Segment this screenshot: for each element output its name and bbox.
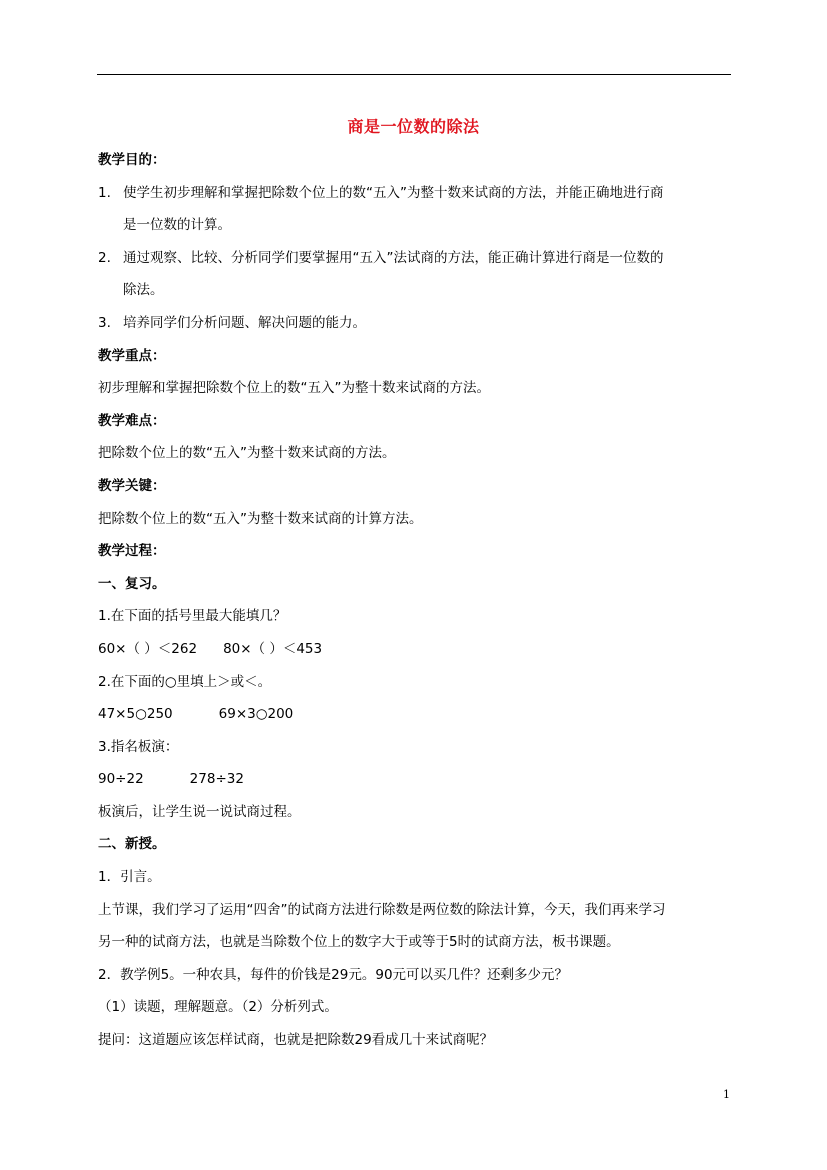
- exercise: 69×3○200: [218, 706, 294, 723]
- objective-item-2: [98, 248, 732, 281]
- review-question-1: 1.在下面的括号里最大能填几？: [98, 608, 287, 625]
- key-heading: 教学关键：: [98, 477, 166, 494]
- objective-item-2-cont: 除法。: [123, 282, 164, 299]
- new-lesson-intro-line-2: 另一种的试商方法，也就是当除数个位上的数字大于或等于5时的试商方法，板书课题。: [98, 934, 620, 951]
- review-question-1-exercises: [98, 639, 732, 672]
- review-question-2-exercises: [98, 704, 732, 737]
- objective-text: 通过观察、比较、分析同学们要掌握用“五入”法试商的方法，能正确计算进行商是一位数的: [123, 249, 664, 266]
- objective-number: 3.: [98, 314, 111, 331]
- page-number: 1: [723, 1088, 730, 1101]
- review-after: 板演后，让学生说一说试商过程。: [98, 803, 301, 820]
- review-question-2: 2.在下面的○里填上＞或＜。: [98, 673, 272, 690]
- exercise: 60×（ ）＜262: [98, 640, 198, 657]
- new-lesson-question: 提问：这道题应该怎样试商，也就是把除数29看成几十来试商呢？: [98, 1032, 494, 1049]
- review-question-3-exercises: [98, 769, 732, 802]
- new-lesson-intro-line-1: 上节课，我们学习了运用“四舍”的试商方法进行除数是两位数的除法计算，今天，我们再来学习: [98, 901, 666, 918]
- objectives-heading: 教学目的：: [98, 152, 166, 168]
- objective-number: 1.: [98, 184, 111, 201]
- new-lesson-intro: 1．引言。: [98, 869, 161, 886]
- objective-text: 使学生初步理解和掌握把除数个位上的数“五入”为整十数来试商的方法，并能正确地进行商: [123, 184, 664, 201]
- exercise: 80×（ ）＜453: [223, 640, 323, 657]
- new-lesson-example: 2．教学例5。一种农具，每件的价钱是29元。90元可以买几件？还剩多少元？: [98, 966, 569, 983]
- exercise: 47×5○250: [98, 706, 173, 723]
- review-heading: 一、复习。: [98, 575, 166, 592]
- process-heading: 教学过程：: [98, 543, 166, 560]
- objective-item-3: [98, 313, 732, 346]
- exercise: 278÷32: [189, 771, 244, 788]
- exercise: 90÷22: [98, 771, 144, 788]
- document-title: 商是一位数的除法: [347, 117, 480, 136]
- objective-item-1: [98, 183, 732, 216]
- review-question-3: 3.指名板演：: [98, 738, 179, 755]
- key-text: 把除数个位上的数“五入”为整十数来试商的计算方法。: [98, 510, 423, 527]
- objective-item-1-cont: 是一位数的计算。: [123, 217, 231, 234]
- new-lesson-steps: （1）读题，理解题意。（2）分析列式。: [98, 999, 338, 1016]
- key-point-text: 初步理解和掌握把除数个位上的数“五入”为整十数来试商的方法。: [98, 380, 490, 397]
- objective-text: 培养同学们分析问题、解决问题的能力。: [123, 314, 366, 331]
- key-point-heading: 教学重点：: [98, 347, 166, 364]
- difficulty-text: 把除数个位上的数“五入”为整十数来试商的方法。: [98, 445, 396, 462]
- difficulty-heading: 教学难点：: [98, 412, 166, 429]
- new-lesson-heading: 二、新授。: [98, 836, 166, 853]
- document-body: [98, 150, 732, 1063]
- header-rule: [97, 74, 731, 75]
- objective-number: 2.: [98, 249, 111, 266]
